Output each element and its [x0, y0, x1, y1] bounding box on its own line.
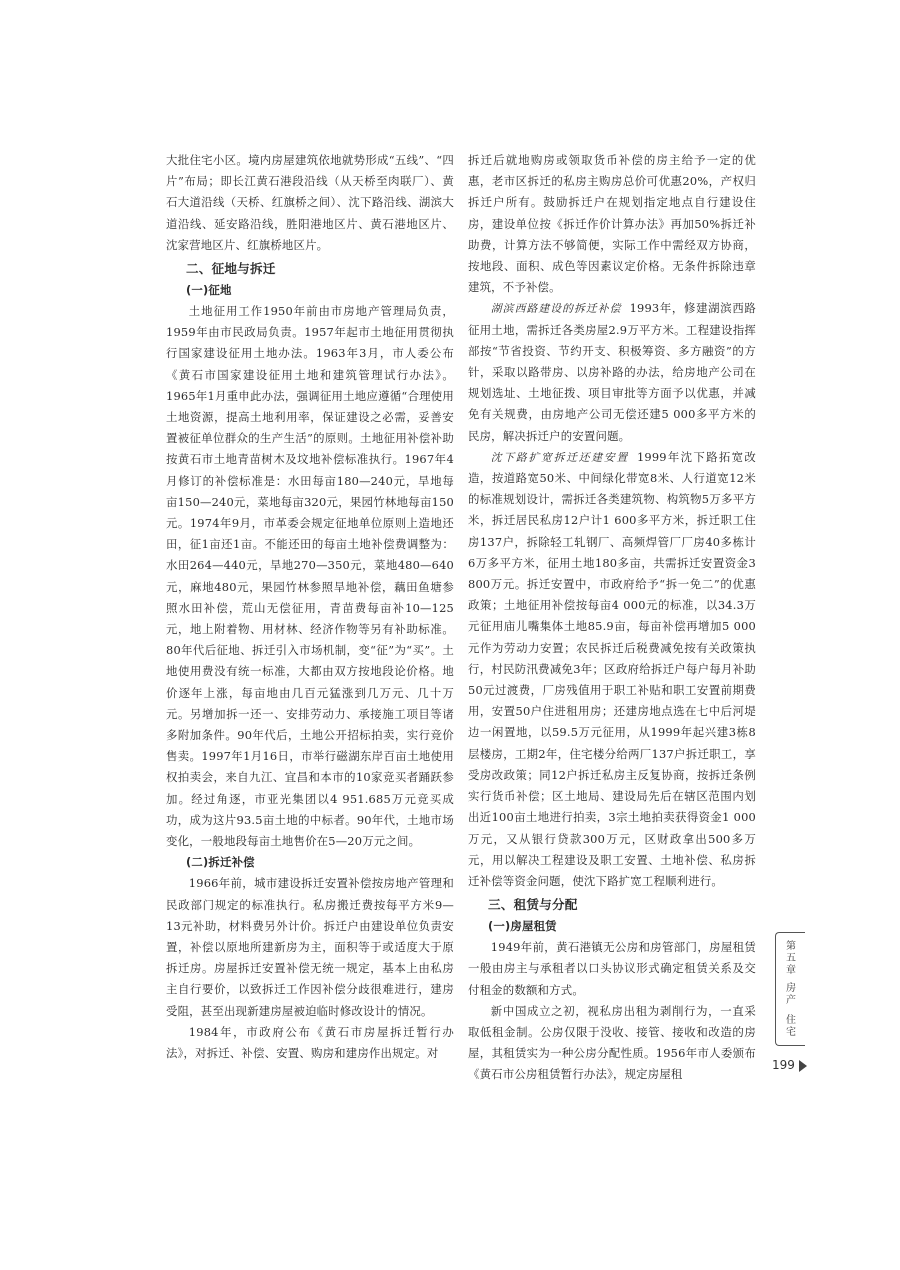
paragraph: 大批住宅小区。境内房屋建筑依地就势形成“五线”、“四片”布局；即长江黄石港段沿线（从天桥至肉联厂）、黄石大道沿线（天桥、红旗桥之间）、沈下路沿线、湖滨大道沿线、延安路沿线，胜阳港地区片、黄石港地区片、沈家营地区片、红旗桥地区片。 — [166, 153, 454, 252]
section-heading-zulin-fenpei: 三、租赁与分配 — [488, 897, 578, 913]
paragraph: 拆迁后就地购房或领取货币补偿的房主给予一定的优惠，老市区拆迁的私房主购房总价可优惠20%，产权归拆迁户所有。鼓励拆迁户在规划指定地点自行建设住房，建设单位按《拆迁作价计算办法》再加50%拆迁补助费，计算方法不够简便，实际工作中需经双方协商，按地段、面积、成色等因素议定价格。无条件拆除违章建筑，不予补偿。 — [468, 153, 756, 295]
paragraph: 1984年，市政府公布《黄石市房屋拆迁暂行办法》，对拆迁、补偿、安置、购房和建房作出规定。对 — [166, 1024, 454, 1060]
right-column — [468, 150, 756, 1086]
page-arrow-icon — [799, 1060, 807, 1072]
paragraph: 新中国成立之初，视私房出租为剥削行为，一直采取低租金制。公房仅限于没收、接管、接收和改造的房屋，其租赁实为一种公房分配性质。1956年市人委颁布《黄石市公房租赁暂行办法》，规定房屋租 — [468, 1003, 756, 1082]
inline-subheading-shenxia: 沈下路扩宽拆迁还建安置 — [490, 450, 629, 464]
chapter-topic-2: 住 宅 — [786, 1015, 796, 1038]
paragraph-shenxia — [468, 447, 756, 892]
chapter-topic: 房 产 — [786, 983, 796, 1006]
section-heading-zhengdi-chaiqian: 二、征地与拆迁 — [186, 261, 276, 277]
left-column — [166, 150, 454, 1064]
paragraph-text: 1999年沈下路拓宽改造，按道路宽50米、中间绿化带宽8米、人行道宽12米的标准规划设计，需拆迁各类建筑物、构筑物5万多平方米，拆迁居民私房12户计1 600多平方米，拆迁职工住房137户，拆除轻工轧钢厂、高频焊管厂厂房40多栋计6万多平方米，征用土地180多亩，共需拆迁安置资金3 800万元。拆迁安置中，市政府给予“拆一免二”的优惠政策；土地征用补偿按每亩4 000元的标准，以34.3万元征用庙儿嘴集体土地85.9亩，每亩补偿再增加5 000元作为劳动力安置；农民拆迁后税费减免按有关政策执行，村民防汛费减免3年；区政府给拆迁户每户每月补助50元过渡费，厂房残值用于职工补贴和职工安置前期费用，安置50户住进租用房；还建房地点选在七中后河堤边一闲置地，以59.5万元征用，从1999年起兴建3栋8层楼房，工期2年，住宅楼分给两厂137户拆迁职工，享受房改政策；同12户拆迁私房主反复协商，按拆迁条例实行货币补偿；区土地局、建设局先后在辖区范围内划出近100亩土地进行拍卖，3宗土地拍卖获得资金1 000万元，又从银行贷款300万元，区财政拿出500多万元，用以解决工程建设及职工安置、土地补偿、私房拆迁补偿等资金问题，使沈下路扩宽工程顺利进行。 — [468, 449, 756, 888]
paragraph: 1966年前，城市建设拆迁安置补偿按房地产管理和民政部门规定的标准执行。私房搬迁费按每平方米9—13元补助，材料费另外计价。拆迁户由建设单位负责安置，补偿以原地所建新房为主，面积等于或适度大于原拆迁房。房屋拆迁安置补偿无统一规定，基本上由私房主自行要价，以致拆迁工作因补偿分歧很难进行，建房受阻，甚至出现新建房屋被迫临时修改设计的情况。 — [166, 876, 454, 1018]
chapter-label: 第 五 章 — [786, 941, 796, 976]
paragraph-hubin — [468, 298, 756, 446]
subsection-heading-zulin: (一)房屋租赁 — [488, 919, 557, 934]
inline-subheading-hubin: 湖滨西路建设的拆迁补偿 — [490, 302, 622, 316]
subsection-heading-chaiqian: (二)拆迁补偿 — [186, 855, 255, 870]
chapter-side-tab — [775, 932, 805, 1046]
subsection-heading-zhengdi: (一)征地 — [186, 283, 232, 298]
paragraph-text: 1993年，修建湖滨西路征用土地，需拆迁各类房屋2.9万平方米。工程建设指挥部按“节省投资、节约开支、积极筹资、多方融资”的方针，采取以路带房、以房补路的办法，给房地产公司在规划选址、土地征拨、项目审批等方面予以优惠，并减免有关规费，由房地产公司无偿还建5 000多平方米的民房，解决拆迁户的安置问题。 — [468, 301, 756, 443]
page-number: 199 — [772, 1058, 795, 1072]
paragraph: 1949年前，黄石港镇无公房和房管部门，房屋租赁一般由房主与承租者以口头协议形式确定租赁关系及交付租金的数额和方式。 — [468, 940, 756, 997]
paragraph: 土地征用工作1950年前由市房地产管理局负责，1959年由市民政局负责。1957年起市土地征用贯彻执行国家建设征用土地办法。1963年3月，市人委公布《黄石市国家建设征用土地和建筑管理试行办法》。1965年1月重申此办法，强调征用土地应遵循“合理使用土地资源，提高土地利用率，保证建设之必需，妥善安置被征单位群众的生产生活”的原则。土地征用补偿补助按黄石市土地青苗树木及坟地补偿标准执行。1967年4月修订的补偿标准是：水田每亩180—240元，旱地每亩150—240元，菜地每亩320元，果园竹林地每亩150元。1974年9月，市革委会规定征地单位原则上造地还田，征1亩还1亩。不能还田的每亩土地补偿费调整为：水田264—440元，旱地270—350元，菜地480—640元，麻地480元，果园竹林参照旱地补偿，藕田鱼塘参照水田补偿，荒山无偿征用，青苗费每亩补10—125元，地上附着物、用材林、经济作物等另有补助标准。80年代后征地、拆迁引入市场机制，变“征”为“买”。土地使用费没有统一标准，大都由双方按地段论价格。地价逐年上涨，每亩地由几百元猛涨到几万元、几十万元。另增加拆一还一、安排劳动力、承接施工项目等诸多附加条件。90年代后，土地公开招标拍卖，实行竞价售卖。1997年1月16日，市举行磁湖东岸百亩土地使用权拍卖会，来自九江、宜昌和本市的10家竞买者踊跃参加。经过角逐，市亚光集团以4 951.685万元竞买成功，成为这片93.5亩土地的中标者。90年代，土地市场变化，一般地段每亩土地售价在5—20万元之间。 — [166, 304, 454, 849]
